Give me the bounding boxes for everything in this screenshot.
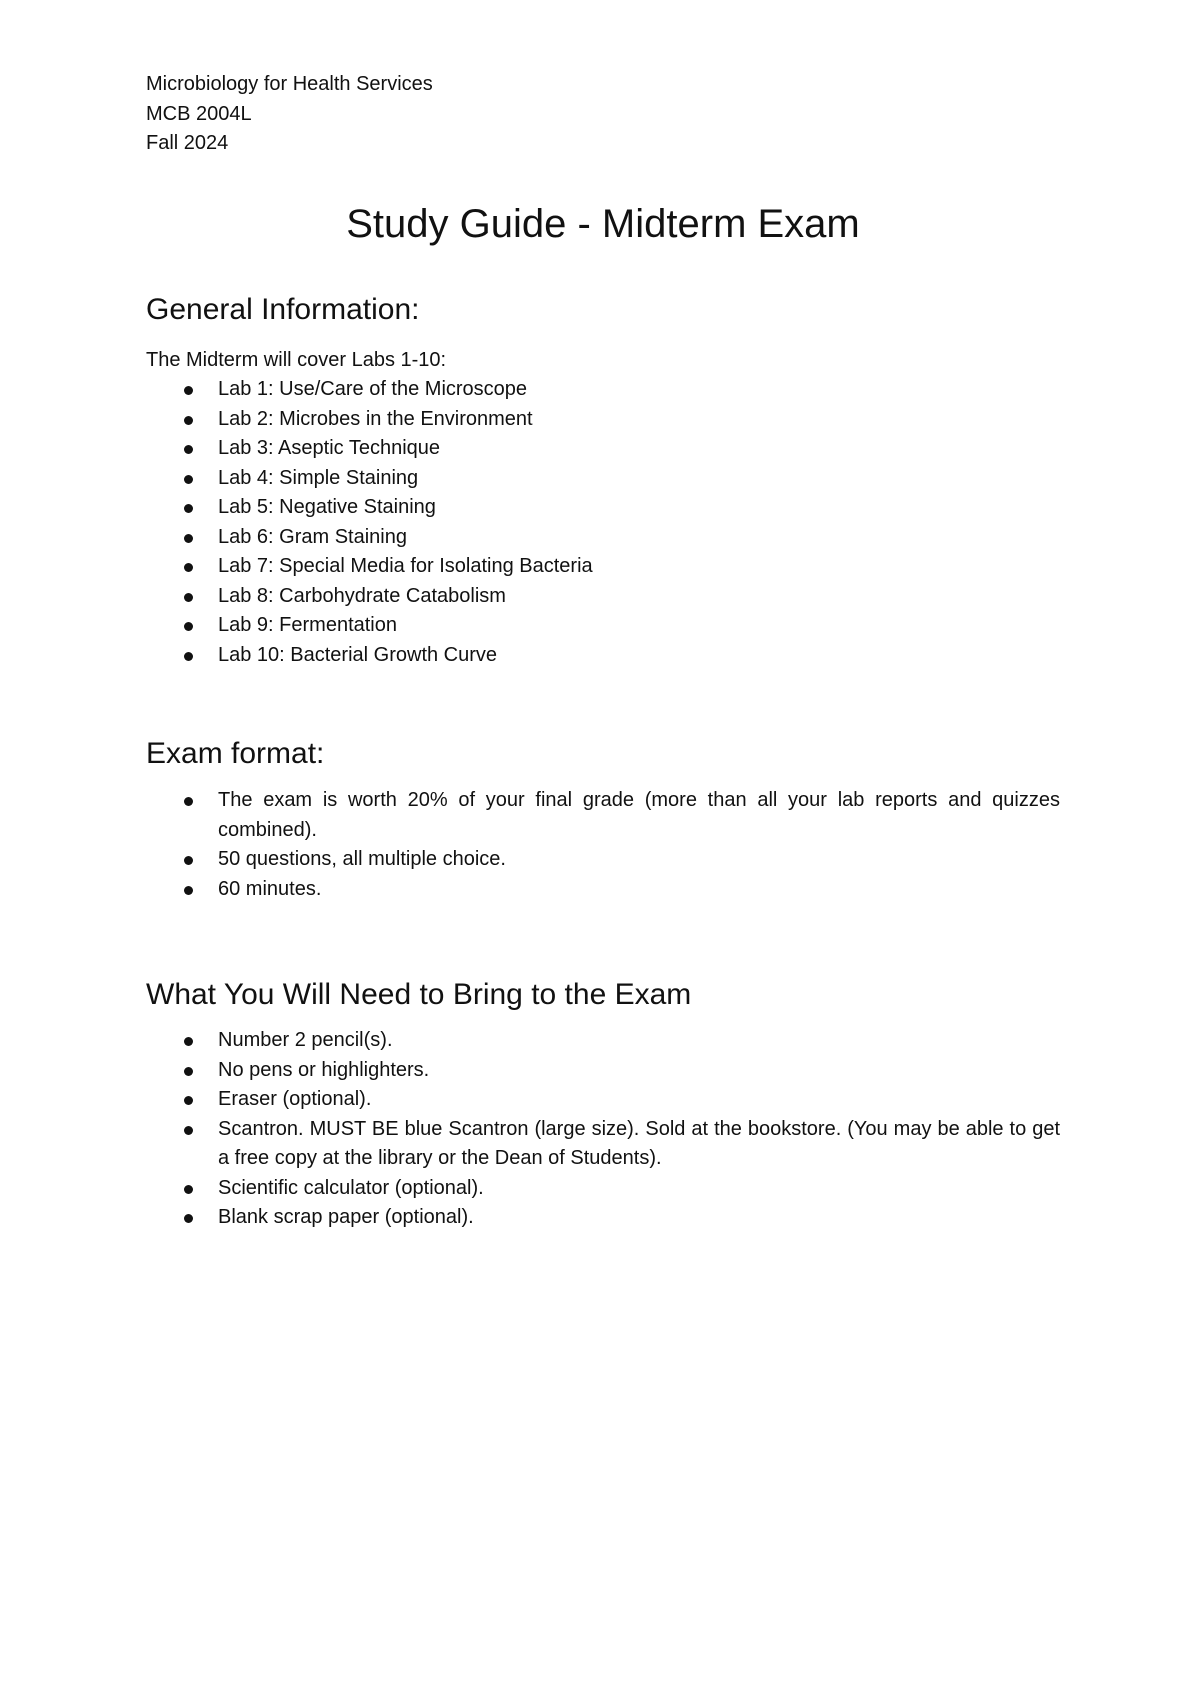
bullet-icon <box>184 622 193 631</box>
bring-to-exam-heading: What You Will Need to Bring to the Exam <box>146 978 692 1011</box>
list-item: Lab 10: Bacterial Growth Curve <box>146 641 1060 671</box>
list-item: Blank scrap paper (optional). <box>146 1203 1060 1233</box>
bullet-icon <box>184 1067 193 1076</box>
bullet-icon <box>184 593 193 602</box>
bullet-icon <box>184 1214 193 1223</box>
bring-to-exam-list <box>146 1026 1060 1233</box>
bullet-icon <box>184 1096 193 1105</box>
list-item: Lab 8: Carbohydrate Catabolism <box>146 582 1060 612</box>
exam-format-heading: Exam format: <box>146 737 325 770</box>
course-name: Microbiology for Health Services <box>146 73 433 95</box>
list-item: Lab 4: Simple Staining <box>146 464 1060 494</box>
exam-format-list <box>146 786 1060 904</box>
list-item: No pens or highlighters. <box>146 1056 1060 1086</box>
bullet-icon <box>184 386 193 395</box>
list-item: Number 2 pencil(s). <box>146 1026 1060 1056</box>
list-item: Lab 6: Gram Staining <box>146 523 1060 553</box>
bullet-icon <box>184 652 193 661</box>
general-information-intro: The Midterm will cover Labs 1-10: <box>146 349 447 371</box>
list-item: 50 questions, all multiple choice. <box>146 845 1060 875</box>
list-item: Eraser (optional). <box>146 1085 1060 1115</box>
list-item: Scantron. MUST BE blue Scantron (large size). Sold at the bookstore. (You may be able to get a free copy at the library or the Dean of Students). <box>146 1115 1060 1174</box>
bullet-icon <box>184 886 193 895</box>
labs-list <box>146 375 1060 670</box>
bullet-icon <box>184 534 193 543</box>
term: Fall 2024 <box>146 132 229 154</box>
bullet-icon <box>184 1185 193 1194</box>
bullet-icon <box>184 416 193 425</box>
bullet-icon <box>184 1037 193 1046</box>
bullet-icon <box>184 856 193 865</box>
bullet-icon <box>184 563 193 572</box>
list-item: Lab 5: Negative Staining <box>146 493 1060 523</box>
list-item: Lab 2: Microbes in the Environment <box>146 405 1060 435</box>
bullet-icon <box>184 475 193 484</box>
bullet-icon <box>184 445 193 454</box>
course-code: MCB 2004L <box>146 102 252 125</box>
bullet-icon <box>184 1126 193 1135</box>
list-item: Lab 3: Aseptic Technique <box>146 434 1060 464</box>
list-item: 60 minutes. <box>146 875 1060 905</box>
list-item: Lab 9: Fermentation <box>146 611 1060 641</box>
list-item: Lab 7: Special Media for Isolating Bacteria <box>146 552 1060 582</box>
list-item: Lab 1: Use/Care of the Microscope <box>146 375 1060 405</box>
list-item: Scientific calculator (optional). <box>146 1174 1060 1204</box>
general-information-heading: General Information: <box>146 293 420 326</box>
bullet-icon <box>184 797 193 806</box>
bullet-icon <box>184 504 193 513</box>
document-page <box>146 70 1060 1228</box>
document-title: Study Guide - Midterm Exam <box>346 202 860 246</box>
list-item: The exam is worth 20% of your final grade (more than all your lab reports and quizzes combined). <box>146 786 1060 845</box>
